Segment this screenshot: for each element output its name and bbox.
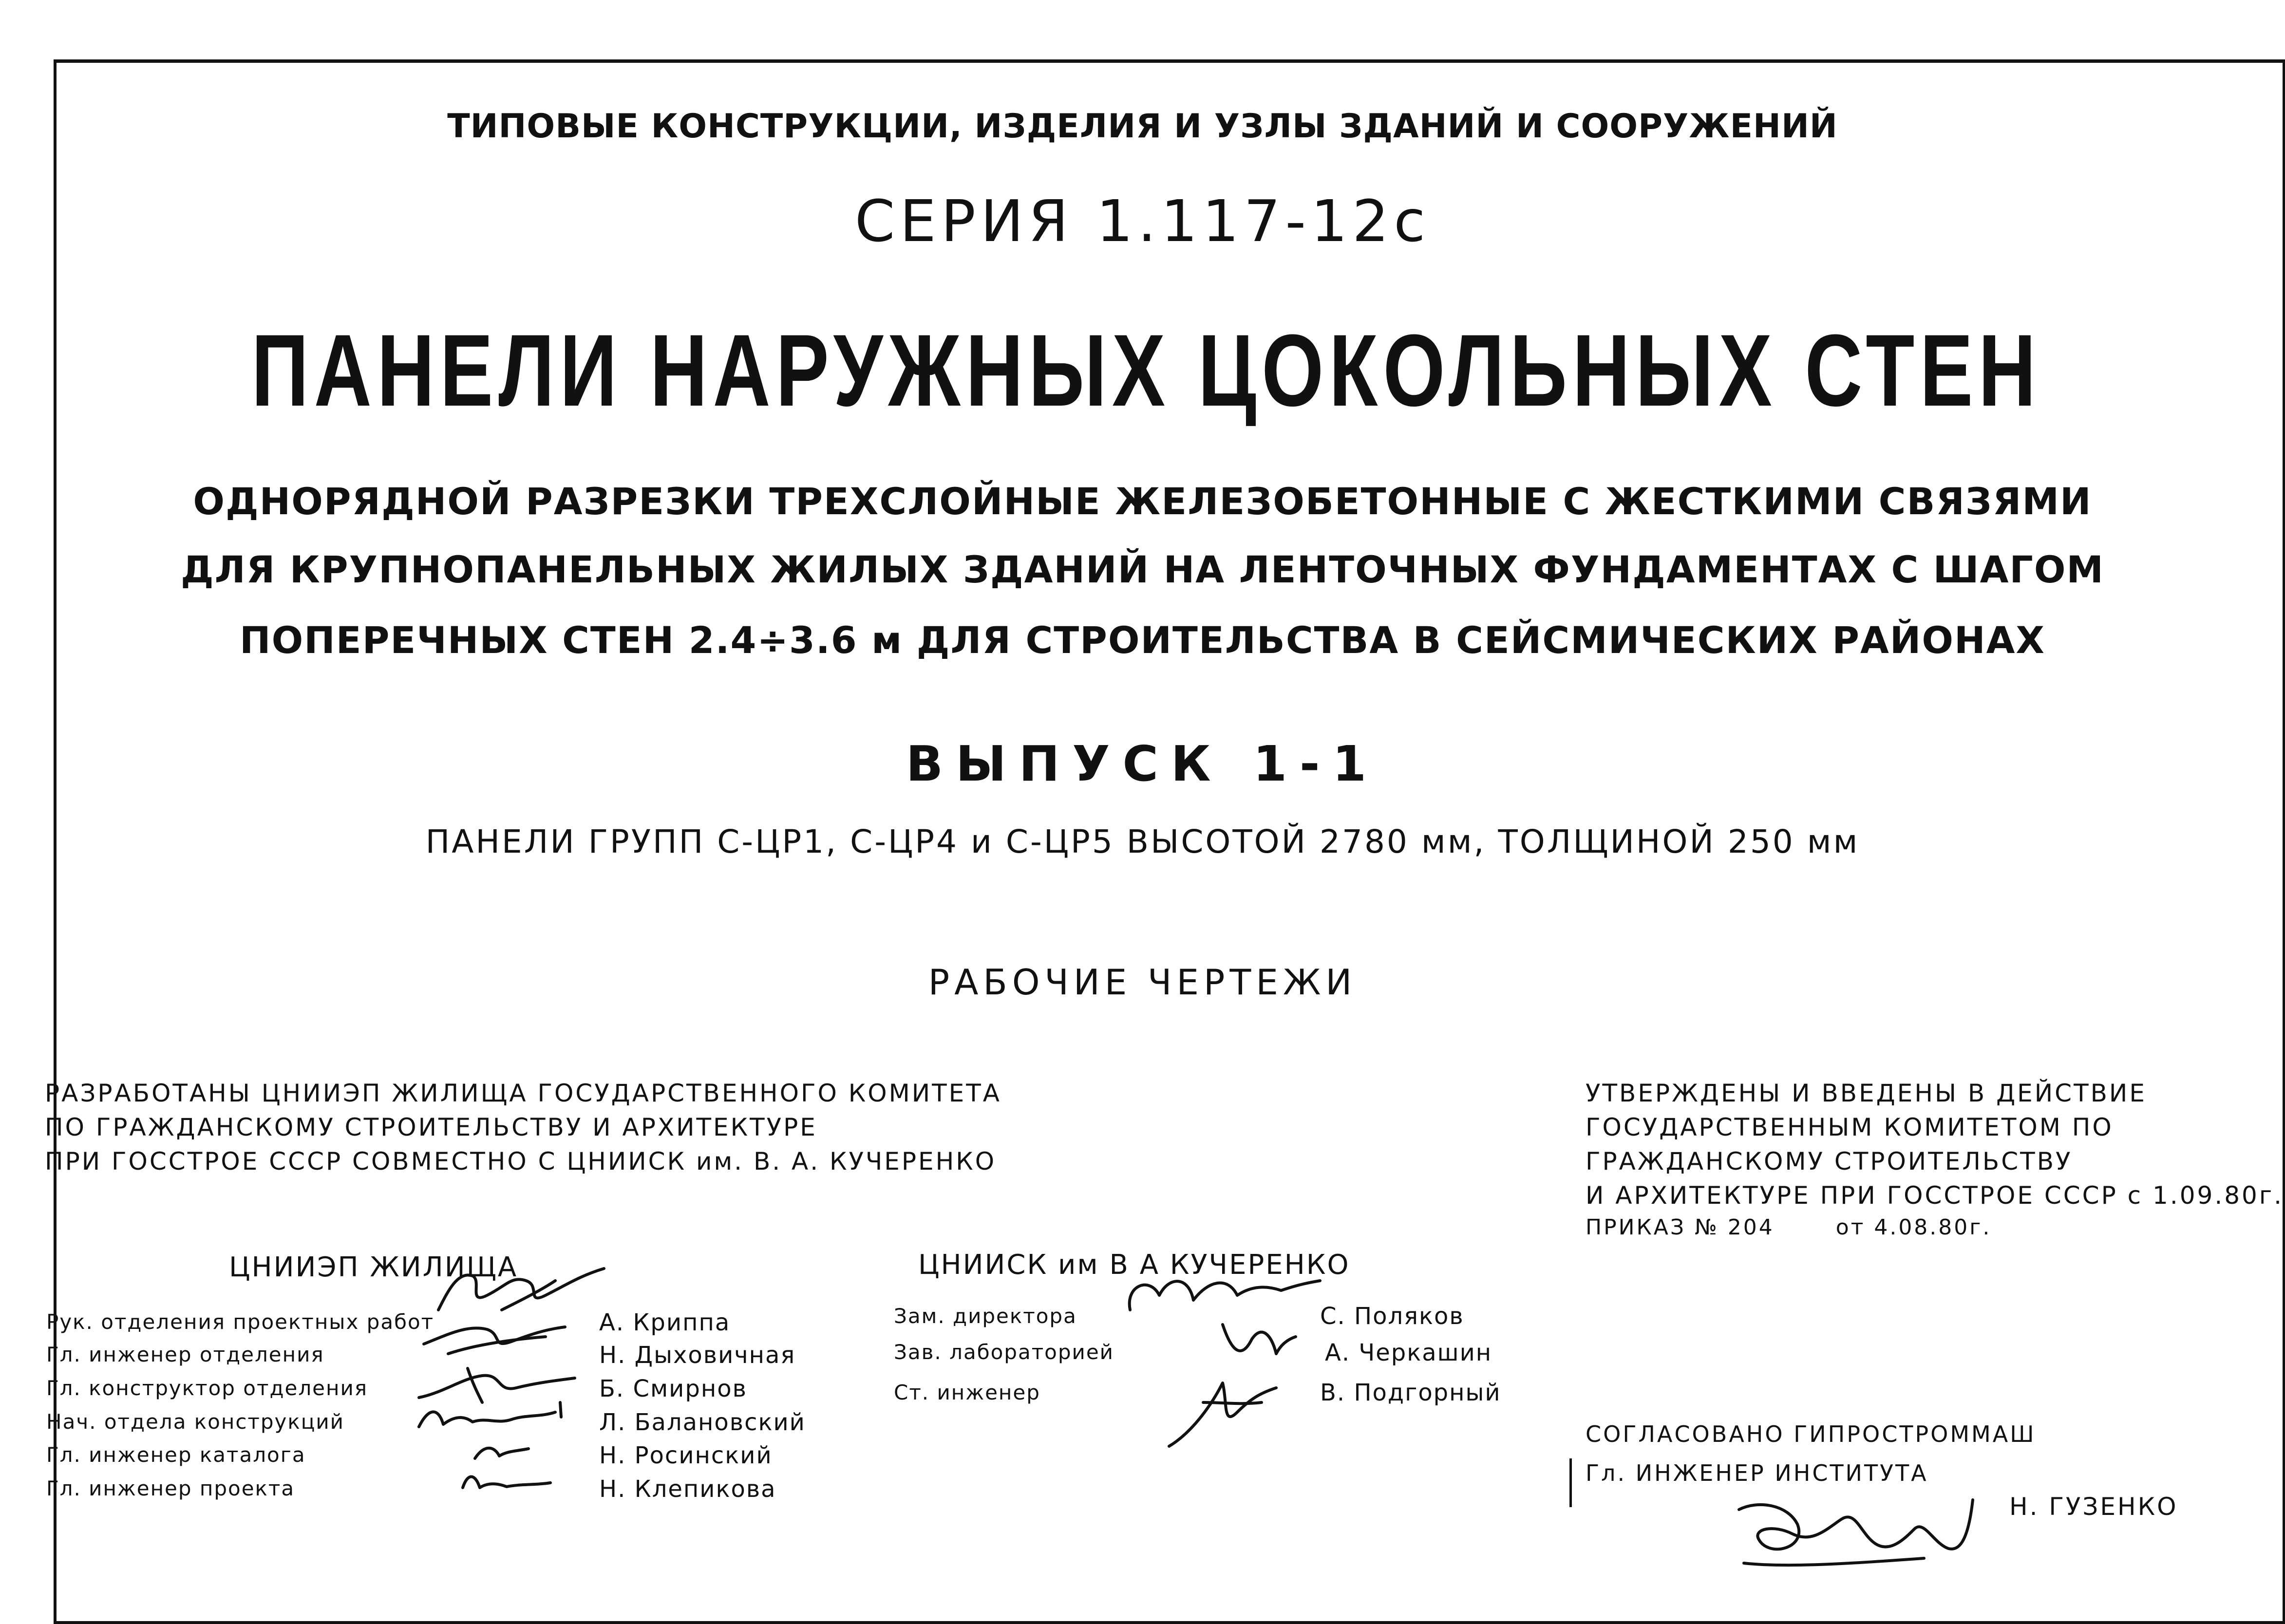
staff-name: С. Поляков	[1320, 1303, 1464, 1330]
signature-right	[1729, 1490, 1983, 1587]
subtitle-line-3: ПОПЕРЕЧНЫХ СТЕН 2.4÷3.6 м ДЛЯ СТРОИТЕЛЬСТВА В СЕЙСМИЧЕСКИХ РАЙОНАХ	[239, 618, 2046, 662]
staff-role: Гл. инженер отделения	[46, 1343, 324, 1366]
staff-name: Н. Клепикова	[599, 1475, 776, 1503]
agreement-bracket	[1569, 1458, 1572, 1507]
agreed-label: СОГЛАСОВАНО ГИПРОСТРОММАШ	[1586, 1421, 2036, 1447]
chief-engineer-name: Н. ГУЗЕНКО	[2009, 1493, 2178, 1521]
signature-mid-2	[1213, 1315, 1301, 1368]
signature-mid-3	[1154, 1373, 1291, 1461]
signature-left-2	[419, 1315, 575, 1363]
staff-role: Гл. инженер каталога	[46, 1443, 306, 1467]
staff-name: Н. Дыховичная	[599, 1342, 796, 1369]
developed-by-line: ПО ГРАЖДАНСКОМУ СТРОИТЕЛЬСТВУ И АРХИТЕКТУРЕ	[45, 1113, 817, 1141]
signature-left-5	[470, 1439, 538, 1468]
org-left-name: ЦНИИЭП ЖИЛИЩА	[229, 1251, 518, 1283]
signature-left-1	[429, 1261, 614, 1320]
staff-role: Гл. инженер проекта	[46, 1476, 295, 1500]
signature-left-6	[458, 1468, 555, 1497]
working-drawings-label: РАБОЧИЕ ЧЕРТЕЖИ	[928, 962, 1357, 1003]
staff-name: Б. Смирнов	[599, 1375, 747, 1402]
approved-by-line: ГРАЖДАНСКОМУ СТРОИТЕЛЬСТВУ	[1586, 1147, 2073, 1176]
issue-number: ВЫПУСК 1-1	[906, 735, 1379, 792]
staff-role: Гл. конструктор отделения	[46, 1376, 368, 1400]
staff-role: Зам. директора	[894, 1304, 1077, 1328]
signature-left-4	[414, 1398, 570, 1437]
staff-name: А. Черкашин	[1325, 1339, 1492, 1366]
staff-name: Л. Балановский	[599, 1409, 806, 1436]
chief-engineer-role: Гл. ИНЖЕНЕР ИНСТИТУТА	[1586, 1460, 1928, 1486]
staff-name: Н. Росинский	[599, 1442, 773, 1469]
staff-role: Ст. инженер	[894, 1381, 1040, 1404]
approved-by-block	[1586, 1076, 2284, 1213]
developed-by-line: ПРИ ГОССТРОЕ СССР СОВМЕСТНО С ЦНИИСК им. В. А. КУЧЕРЕНКО	[45, 1147, 997, 1176]
developed-by-line: РАЗРАБОТАНЫ ЦНИИЭП ЖИЛИЩА ГОСУДАРСТВЕННОГО КОМИТЕТА	[45, 1079, 1002, 1107]
developed-by-block	[45, 1076, 1001, 1178]
staff-role: Зав. лабораторией	[894, 1340, 1114, 1364]
order-date: от 4.08.80г.	[1835, 1215, 1992, 1240]
staff-name: В. Подгорный	[1320, 1379, 1501, 1406]
approved-by-line: ГОСУДАРСТВЕННЫМ КОМИТЕТОМ ПО	[1586, 1113, 2114, 1141]
series-number: СЕРИЯ 1.117-12с	[854, 187, 1431, 255]
subtitle-line-2: ДЛЯ КРУПНОПАНЕЛЬНЫХ ЖИЛЫХ ЗДАНИЙ НА ЛЕНТОЧНЫХ ФУНДАМЕНТАХ С ШАГОМ	[180, 548, 2105, 591]
document-title: ПАНЕЛИ НАРУЖНЫХ ЦОКОЛЬНЫХ СТЕН	[251, 313, 2041, 428]
panel-groups: ПАНЕЛИ ГРУПП С-ЦР1, С-ЦР4 и С-ЦР5 ВЫСОТОЙ 2780 мм, ТОЛЩИНОЙ 250 мм	[425, 823, 1860, 860]
approved-by-line: И АРХИТЕКТУРЕ ПРИ ГОССТРОЕ СССР с 1.09.80г.	[1586, 1181, 2284, 1210]
staff-name: А. Криппа	[599, 1309, 731, 1336]
order-line	[1586, 1215, 1991, 1240]
subtitle-line-1: ОДНОРЯДНОЙ РАЗРЕЗКИ ТРЕХСЛОЙНЫЕ ЖЕЛЕЗОБЕТОННЫЕ С ЖЕСТКИМИ СВЯЗЯМИ	[193, 480, 2092, 523]
org-mid-name: ЦНИИСК им В А КУЧЕРЕНКО	[918, 1249, 1350, 1281]
order-label: ПРИКАЗ № 204	[1586, 1215, 1775, 1240]
staff-role: Рук. отделения проектных работ	[46, 1310, 434, 1334]
header-top-line: ТИПОВЫЕ КОНСТРУКЦИИ, ИЗДЕЛИЯ И УЗЛЫ ЗДАНИЙ И СООРУЖЕНИЙ	[447, 107, 1838, 146]
approved-by-line: УТВЕРЖДЕНЫ И ВВЕДЕНЫ В ДЕЙСТВИЕ	[1586, 1079, 2147, 1107]
staff-role: Нач. отдела конструкций	[46, 1410, 344, 1434]
